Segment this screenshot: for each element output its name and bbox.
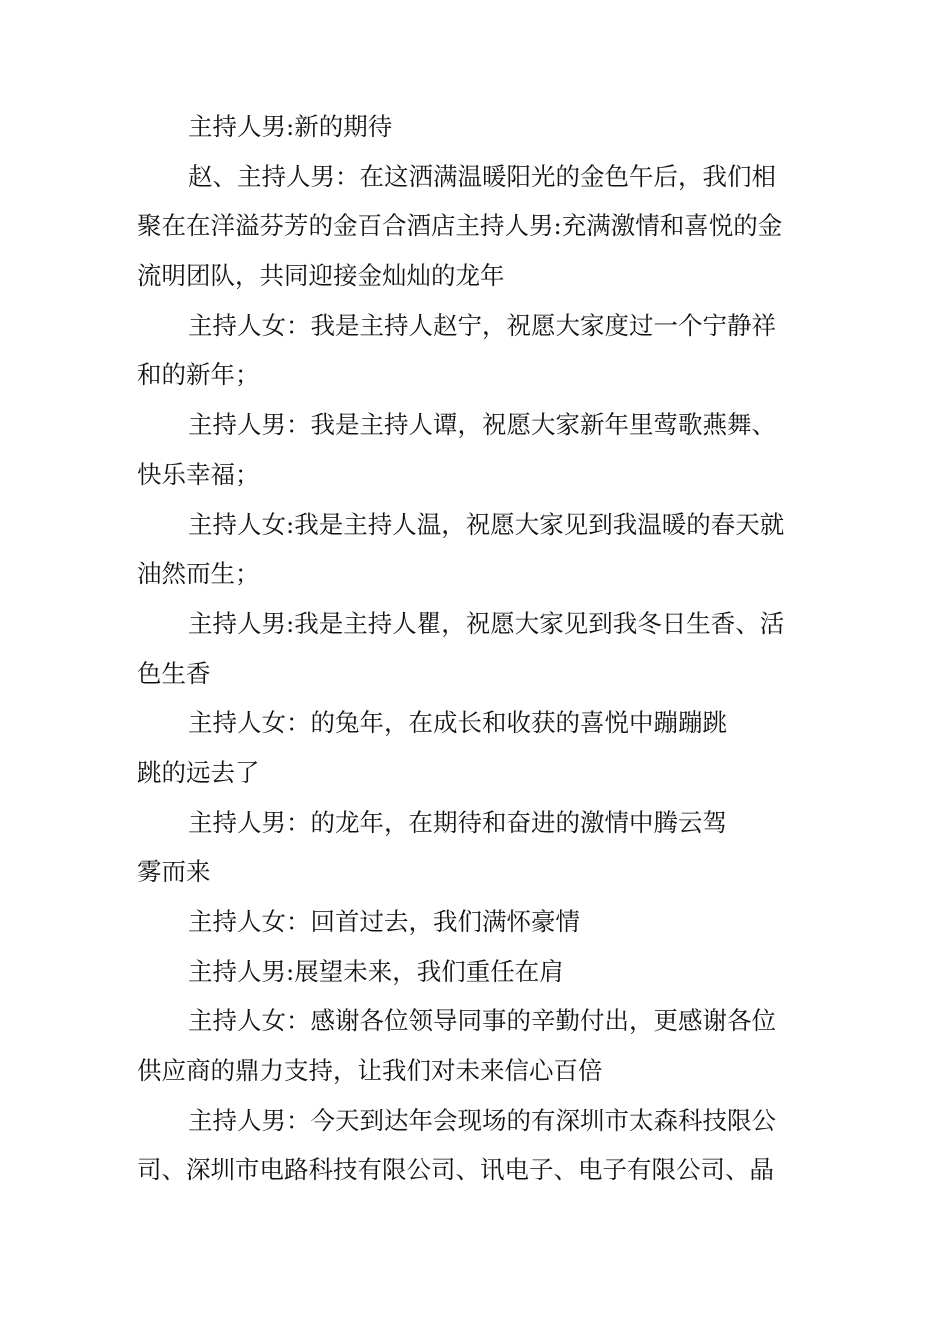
text-line: 主持人女：回首过去，我们满怀豪情 — [188, 907, 580, 936]
text-line: 主持人男:新的期待 — [188, 112, 393, 141]
text-line: 雾而来 — [137, 857, 211, 887]
text-line: 主持人女：的兔年，在成长和收获的喜悦中蹦蹦跳 — [188, 708, 727, 738]
text-line: 快乐幸福； — [137, 459, 260, 489]
text-line: 主持人女：我是主持人赵宁，祝愿大家度过一个宁静祥 — [188, 310, 776, 340]
document-body — [137, 102, 817, 1195]
text-line: 流明团队，共同迎接金灿灿的龙年 — [137, 261, 505, 291]
text-line: 赵、主持人男：在这洒满温暖阳光的金色午后，我们相 — [188, 161, 776, 191]
text-line: 主持人男:展望未来，我们重任在肩 — [188, 956, 564, 986]
text-line: 主持人男：我是主持人谭，祝愿大家新年里莺歌燕舞、 — [188, 410, 776, 440]
text-line: 主持人男：今天到达年会现场的有深圳市太森科技限公 — [188, 1105, 776, 1135]
text-line: 主持人女:我是主持人温，祝愿大家见到我温暖的春天就 — [188, 509, 785, 539]
text-line: 油然而生； — [137, 559, 260, 589]
text-line: 司、深圳市电路科技有限公司、讯电子、电子有限公司、晶 — [137, 1155, 774, 1185]
text-line: 和的新年； — [137, 360, 260, 390]
text-line: 主持人女：感谢各位领导同事的辛勤付出，更感谢各位 — [188, 1006, 776, 1036]
text-line: 主持人男：的龙年，在期待和奋进的激情中腾云驾 — [188, 807, 727, 837]
text-line: 色生香 — [137, 658, 211, 688]
text-line: 跳的远去了 — [137, 757, 260, 787]
text-line: 主持人男:我是主持人瞿，祝愿大家见到我冬日生香、活 — [188, 608, 785, 638]
text-line: 聚在在洋溢芬芳的金百合酒店主持人男:充满激情和喜悦的金 — [137, 211, 783, 241]
text-line: 供应商的鼎力支持，让我们对未来信心百倍 — [137, 1056, 603, 1086]
